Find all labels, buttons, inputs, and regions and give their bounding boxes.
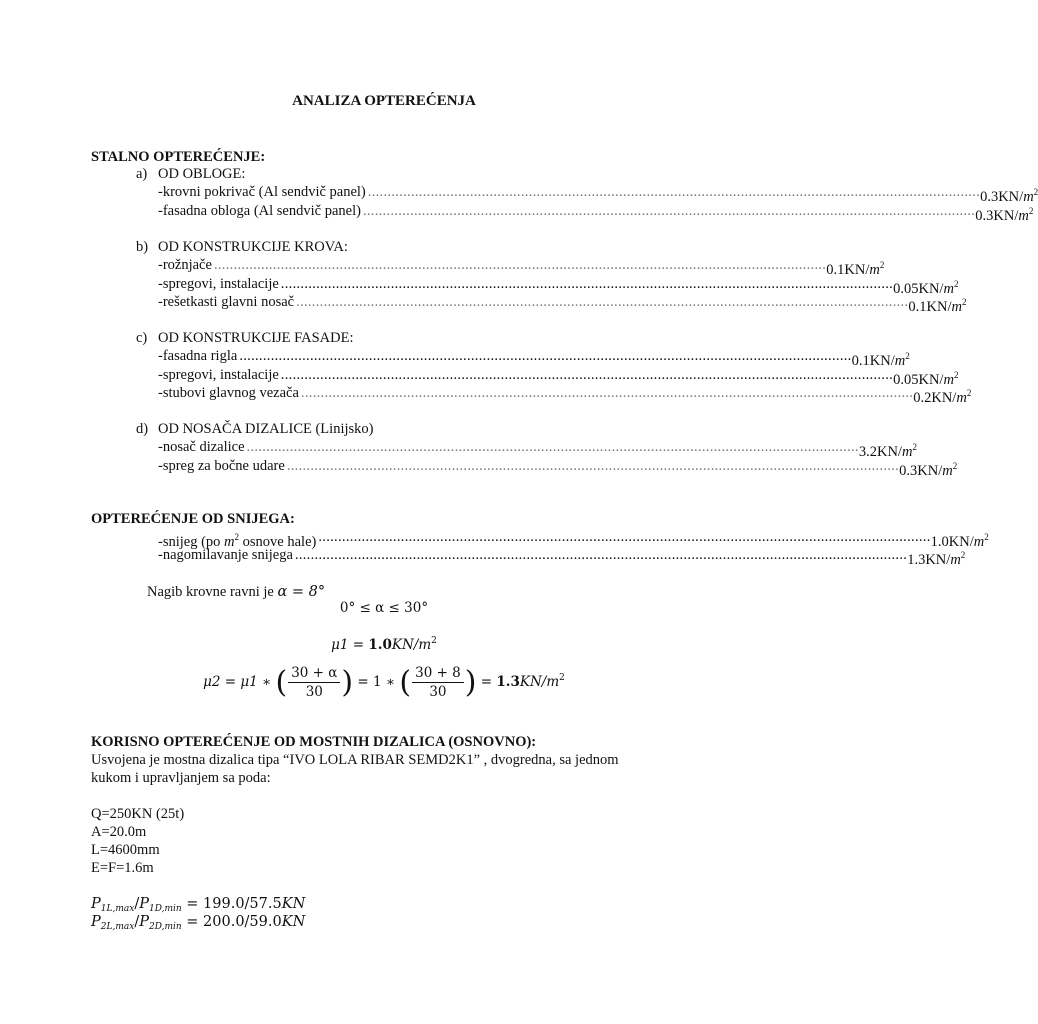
load-value: $0.3KN/m^2$ bbox=[975, 206, 1034, 224]
dot-leader: ............................................................................................................................................................ bbox=[294, 547, 908, 563]
load-value: $1.0KN/m^2$ bbox=[930, 532, 989, 550]
load-row bbox=[158, 528, 989, 550]
subsection-d bbox=[136, 420, 373, 438]
subsection-a bbox=[136, 165, 245, 183]
mu1-formula: $\mu 1 = 1.0KN/m^2$ bbox=[331, 636, 437, 653]
paragraph-line: Usvojena je mostna dizalica tipa “IVO LOLA RIBAR SEMD2K1” , dvogredna, sa jednom bbox=[91, 752, 619, 768]
section-heading-stalno: STALNO OPTEREĆENJE: bbox=[91, 149, 266, 165]
subsection-label: c) bbox=[136, 330, 148, 346]
load-row bbox=[158, 275, 959, 297]
mu2-formula: μ2 = μ1 ∗ ( $\frac{30 + \alpha}{30}$ ) = 1 ∗ ( $\frac{30 + 8}{30}$ ) = $1.3KN/m^2$ bbox=[203, 665, 565, 700]
crane-param: E=F=1.6m bbox=[91, 860, 154, 876]
section-heading-korisno: KORISNO OPTEREĆENJE OD MOSTNIH DIZALICA (OSNOVNO): bbox=[91, 734, 537, 750]
subsection-title: OD OBLOGE: bbox=[158, 166, 246, 182]
dot-leader: ............................................................................................................................................................ bbox=[246, 439, 859, 455]
load-row bbox=[158, 366, 959, 388]
load-value: $1.3KN/m^2$ bbox=[907, 550, 966, 568]
load-row bbox=[158, 202, 1034, 224]
subsection-title: OD KONSTRUKCIJE FASADE: bbox=[158, 330, 354, 346]
load-value: $3.2KN/m^2$ bbox=[858, 442, 917, 460]
roof-slope-text: Nagib krovne ravni je bbox=[147, 584, 278, 600]
subsection-label: b) bbox=[136, 239, 149, 255]
load-value: $0.3KN/m^2$ bbox=[980, 187, 1038, 205]
load-label: -spregovi, instalacije bbox=[158, 276, 279, 292]
load-label: -stubovi glavnog vezača bbox=[158, 385, 299, 401]
dot-leader: ............................................................................................................................................................ bbox=[362, 203, 976, 219]
load-row bbox=[158, 457, 958, 479]
load-label: -rožnjače bbox=[158, 257, 212, 273]
load-row bbox=[158, 347, 910, 369]
subsection-label: d) bbox=[136, 421, 149, 437]
load-row bbox=[158, 438, 917, 460]
load-label: -nosač dizalice bbox=[158, 439, 245, 455]
load-row bbox=[158, 384, 972, 406]
load-value: $0.1KN/m^2$ bbox=[908, 297, 967, 315]
dot-leader: ............................................................................................................................................................ bbox=[280, 276, 894, 292]
load-label: -fasadna rigla bbox=[158, 348, 238, 364]
crane-param: A=20.0m bbox=[91, 824, 147, 840]
load-value: $0.2KN/m^2$ bbox=[913, 388, 972, 406]
roof-slope-math: α = 8° bbox=[277, 584, 326, 600]
paragraph-line: kukom i upravljanjem sa poda: bbox=[91, 770, 271, 786]
load-label: -rešetkasti glavni nosač bbox=[158, 294, 295, 310]
load-row bbox=[158, 293, 967, 315]
dot-leader: ............................................................................................................................................................ bbox=[280, 367, 894, 383]
load-label: -fasadna obloga (Al sendvič panel) bbox=[158, 203, 361, 219]
dot-leader: ............................................................................................................................................................ bbox=[367, 184, 981, 200]
load-row bbox=[158, 183, 1038, 205]
load-label: -krovni pokrivač (Al sendvič panel) bbox=[158, 184, 366, 200]
subsection-title: OD NOSAČA DIZALICE (Linijsko) bbox=[158, 421, 374, 437]
subsection-b bbox=[136, 238, 348, 256]
subsection-c bbox=[136, 329, 354, 347]
wheel-load-p2: $P_{2L,max}/P_{2D,min} = 200.0/59.0KN$ bbox=[91, 914, 306, 932]
slope-range-formula: 0° ≤ α ≤ 30° bbox=[339, 600, 429, 616]
load-value: $0.3KN/m^2$ bbox=[899, 461, 958, 479]
load-label: -snijeg (po $m^2$ osnove hale) bbox=[158, 532, 317, 550]
subsection-title: OD KONSTRUKCIJE KROVA: bbox=[158, 239, 348, 255]
dot-leader: ............................................................................................................................................................ bbox=[239, 348, 852, 364]
load-value: $0.1KN/m^2$ bbox=[826, 260, 885, 278]
crane-param: Q=250KN (25t) bbox=[91, 806, 185, 822]
section-heading-snijeg: OPTEREĆENJE OD SNIJEGA: bbox=[91, 511, 295, 527]
dot-leader: ............................................................................................................................................................ bbox=[318, 529, 931, 545]
load-label: -spregovi, instalacije bbox=[158, 367, 279, 383]
document-title: ANALIZA OPTEREĆENJA bbox=[292, 93, 476, 109]
load-label: -spreg za bočne udare bbox=[158, 458, 285, 474]
load-row bbox=[158, 256, 885, 278]
load-value: $0.05KN/m^2$ bbox=[893, 279, 959, 297]
dot-leader: ............................................................................................................................................................ bbox=[300, 385, 914, 401]
wheel-load-p1: $P_{1L,max}/P_{1D,min} = 199.0/57.5KN$ bbox=[91, 896, 306, 914]
load-value: $0.05KN/m^2$ bbox=[893, 370, 959, 388]
load-row bbox=[158, 546, 966, 568]
dot-leader: ............................................................................................................................................................ bbox=[286, 458, 900, 474]
load-value: $0.1KN/m^2$ bbox=[851, 351, 910, 369]
crane-param: L=4600mm bbox=[91, 842, 160, 858]
dot-leader: ............................................................................................................................................................ bbox=[213, 257, 827, 273]
load-label: -nagomilavanje snijega bbox=[158, 547, 293, 563]
dot-leader: ............................................................................................................................................................ bbox=[296, 294, 909, 310]
subsection-label: a) bbox=[136, 166, 148, 182]
